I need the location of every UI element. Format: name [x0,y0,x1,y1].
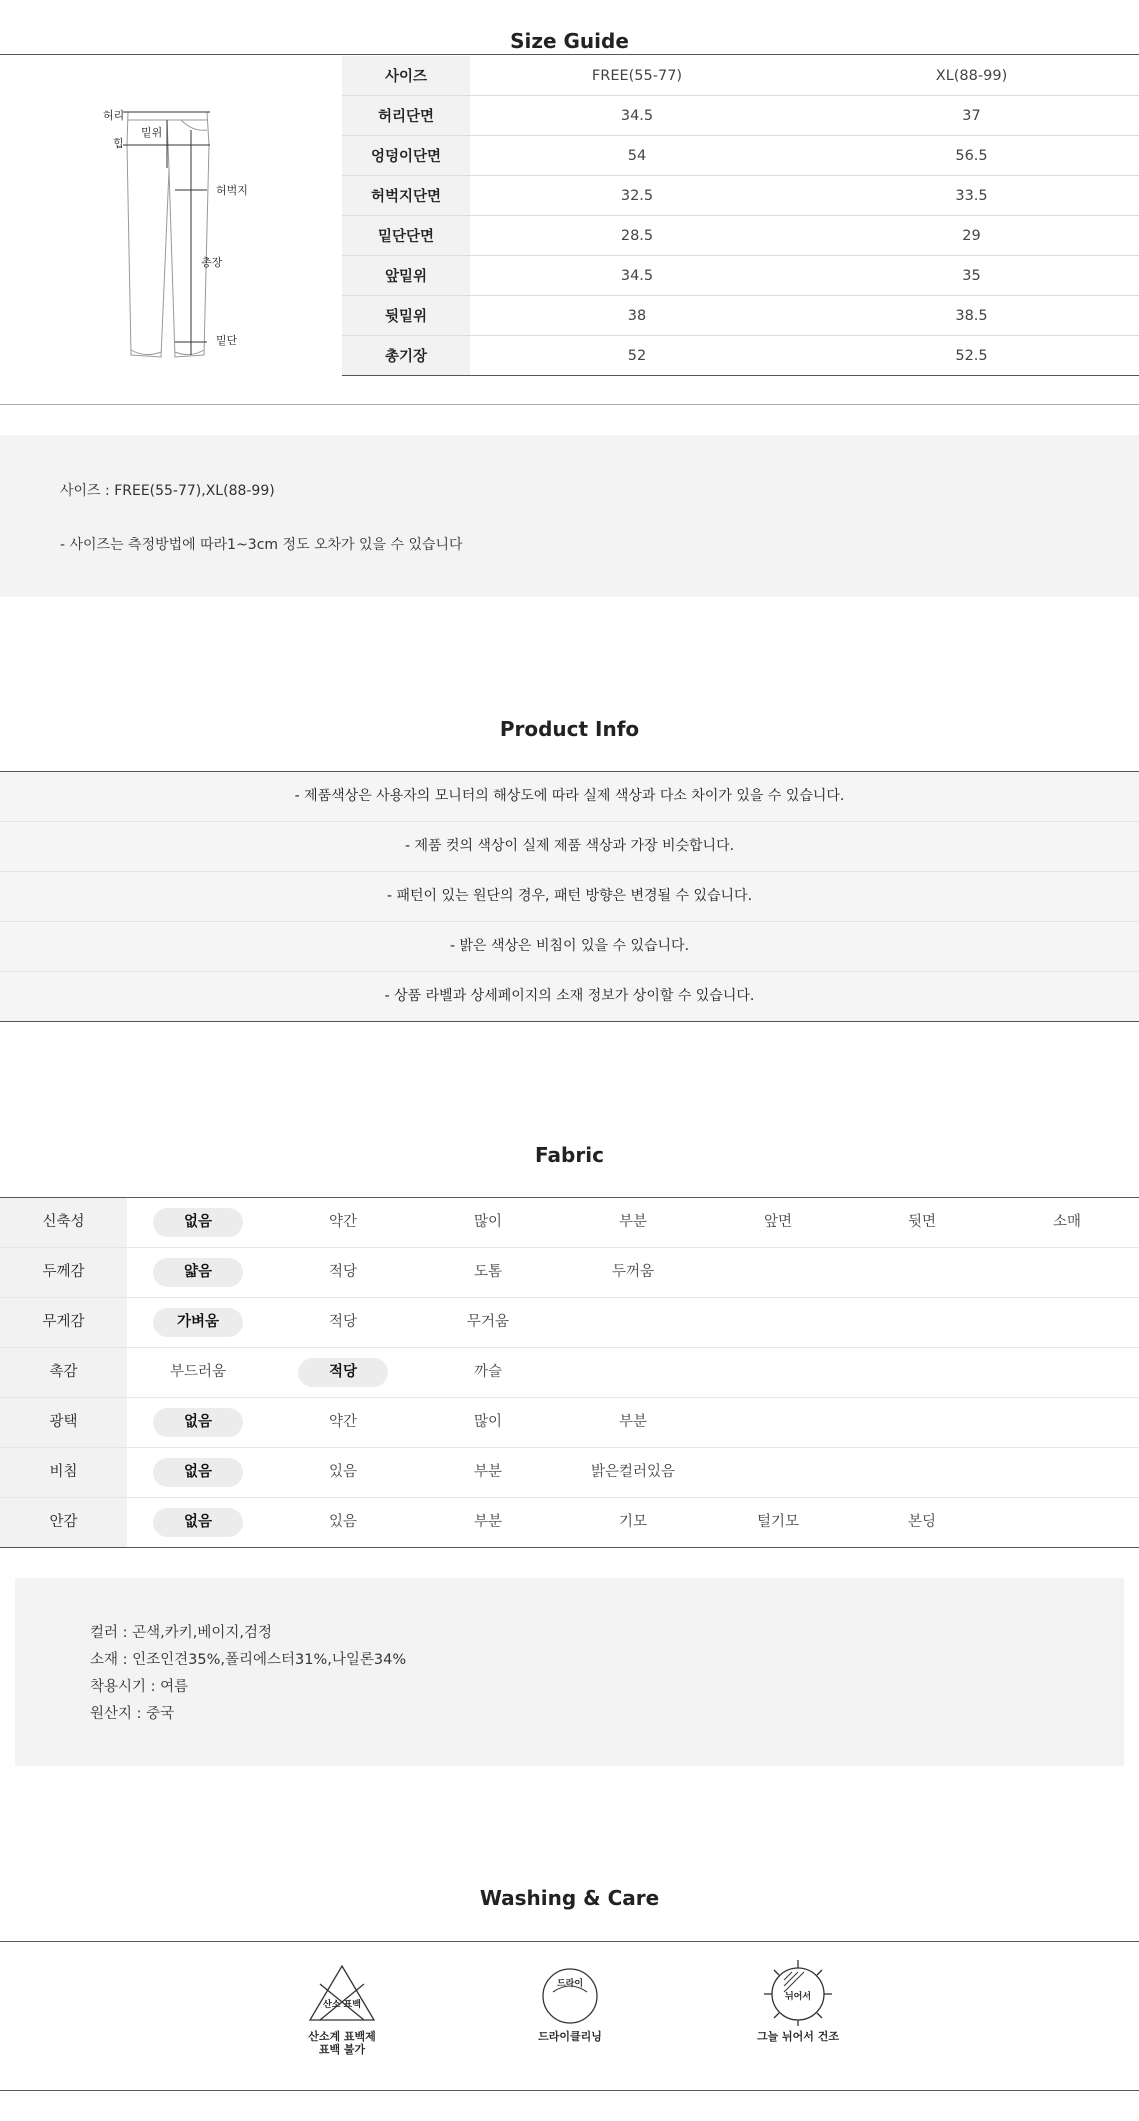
fabric-option: 뒷면 [907,1214,936,1230]
fabric-option-selected: 얇음 [153,1258,243,1287]
divider [0,404,1139,405]
fabric-option: 많이 [473,1214,502,1230]
fabric-option: 부분 [618,1414,647,1430]
diagram-label-hem: 밑단 [216,334,238,347]
table-cell: 35 [804,256,1139,296]
fabric-option-selected: 적당 [298,1358,388,1387]
fabric-option-selected: 없음 [153,1208,243,1237]
fabric-option: 앞면 [763,1214,792,1230]
fabric-option: 밝은컬러있음 [590,1464,676,1480]
size-guide-title: Size Guide [510,29,629,53]
fabric-row [0,1348,1139,1398]
info-row: - 제품 컷의 색상이 실제 제품 색상과 가장 비슷합니다. [0,822,1139,872]
fabric-row [0,1398,1139,1448]
info-row: - 상품 라벨과 상세페이지의 소재 정보가 상이할 수 있습니다. [0,972,1139,1022]
fabric-row-label: 광택 [0,1398,127,1447]
spec-material: 소재 : 인조인견35%,폴리에스터31%,나일론34% [90,1652,407,1668]
row-label: 허리단면 [342,96,470,136]
table-cell: 54 [470,136,804,176]
diagram-label-hip: 힙 [113,137,124,150]
dry-clean-icon [538,1962,602,2026]
icon-text: 드라이 [556,1979,584,1989]
fabric-option: 많이 [473,1414,502,1430]
column-header: FREE(55-77) [470,56,804,96]
table-cell: 34.5 [470,96,804,136]
column-header: 사이즈 [342,56,470,96]
product-info-title: Product Info [499,717,640,741]
care-label: 산소계 표백제 [308,2030,376,2043]
row-label: 허벅지단면 [342,176,470,216]
fabric-option: 부분 [473,1514,502,1530]
table-cell: 37 [804,96,1139,136]
spec-color: 컬러 : 곤색,카키,베이지,검정 [90,1625,273,1641]
table-row [342,336,1139,376]
fabric-option: 까슬 [473,1364,502,1380]
fabric-option: 도톰 [473,1264,502,1280]
fabric-row [0,1298,1139,1348]
size-table [342,56,1139,376]
fabric-option: 적당 [328,1264,357,1280]
fabric-row-label: 두께감 [0,1248,127,1297]
care-item-dry-clean [528,1962,612,2043]
fabric-row [0,1448,1139,1498]
washing-title: Washing & Care [479,1886,660,1910]
fabric-option: 부드러움 [169,1364,227,1380]
info-row: - 밝은 색상은 비침이 있을 수 있습니다. [0,922,1139,972]
divider [0,1941,1139,1942]
table-row [342,96,1139,136]
fabric-row [0,1248,1139,1298]
table-cell: 33.5 [804,176,1139,216]
spec-box [15,1578,1124,1766]
table-row [342,216,1139,256]
fabric-option: 부분 [618,1214,647,1230]
row-label: 앞밑위 [342,256,470,296]
fabric-option: 부분 [473,1464,502,1480]
divider [0,1547,1139,1548]
table-cell: 29 [804,216,1139,256]
table-header-row [342,56,1139,96]
fabric-option: 있음 [328,1514,357,1530]
diagram-label-rise: 밑위 [141,126,163,139]
diagram-label-thigh: 허벅지 [216,184,248,197]
divider [0,54,1139,55]
care-label: 표백 불가 [318,2043,366,2056]
row-label: 총기장 [342,336,470,376]
table-row [342,256,1139,296]
no-bleach-icon [306,1962,378,2026]
shade-dry-flat-icon [762,1958,834,2026]
fabric-option: 기모 [618,1514,647,1530]
info-row: - 패턴이 있는 원단의 경우, 패턴 방향은 변경될 수 있습니다. [0,872,1139,922]
table-cell: 52.5 [804,336,1139,376]
fabric-row-label: 촉감 [0,1348,127,1397]
table-cell: 32.5 [470,176,804,216]
care-label: 드라이클리닝 [538,2030,602,2043]
fabric-option: 약간 [328,1214,357,1230]
info-row: - 제품색상은 사용자의 모니터의 해상도에 따라 실제 색상과 다소 차이가 있을 수 있습니다. [0,772,1139,822]
fabric-row [0,1198,1139,1248]
row-label: 엉덩이단면 [342,136,470,176]
table-cell: 34.5 [470,256,804,296]
row-label: 뒷밑위 [342,296,470,336]
table-cell: 28.5 [470,216,804,256]
fabric-option: 적당 [328,1314,357,1330]
fabric-row-label: 신축성 [0,1198,127,1247]
care-item-shade-dry [752,1958,844,2043]
fabric-row-label: 안감 [0,1498,127,1547]
fabric-option: 털기모 [756,1514,800,1530]
diagram-label-length: 총장 [201,256,223,269]
table-cell: 52 [470,336,804,376]
size-note-disclaimer: - 사이즈는 측정방법에 따라1~3cm 정도 오차가 있을 수 있습니다 [60,537,463,553]
fabric-option-selected: 가벼움 [153,1308,243,1337]
fabric-option-selected: 없음 [153,1408,243,1437]
row-label: 밑단단면 [342,216,470,256]
table-row [342,176,1139,216]
pants-diagram [95,100,265,370]
fabric-option: 있음 [328,1464,357,1480]
diagram-label-waist: 허리 [103,109,125,122]
size-note-sizes: 사이즈 : FREE(55-77),XL(88-99) [60,483,275,499]
spec-season: 착용시기 : 여름 [90,1679,189,1695]
fabric-title: Fabric [535,1143,604,1167]
fabric-option: 본딩 [907,1514,936,1530]
fabric-option: 소매 [1052,1214,1081,1230]
fabric-option: 두꺼움 [611,1264,655,1280]
icon-text: 뉘어서 [784,1992,812,2002]
column-header: XL(88-99) [804,56,1139,96]
fabric-option: 무거움 [466,1314,510,1330]
care-label: 그늘 뉘어서 건조 [756,2030,840,2043]
fabric-option-selected: 없음 [153,1458,243,1487]
spec-origin: 원산지 : 중국 [90,1706,175,1722]
table-row [342,296,1139,336]
icon-text: 산소 표백 [323,2000,361,2010]
care-item-no-bleach [300,1962,384,2056]
fabric-option-selected: 없음 [153,1508,243,1537]
table-cell: 56.5 [804,136,1139,176]
table-cell: 38.5 [804,296,1139,336]
fabric-option: 약간 [328,1414,357,1430]
size-note-box [0,435,1139,597]
divider [0,2090,1139,2091]
fabric-row-label: 비침 [0,1448,127,1497]
table-cell: 38 [470,296,804,336]
fabric-row-label: 무게감 [0,1298,127,1347]
table-row [342,136,1139,176]
fabric-row [0,1498,1139,1548]
